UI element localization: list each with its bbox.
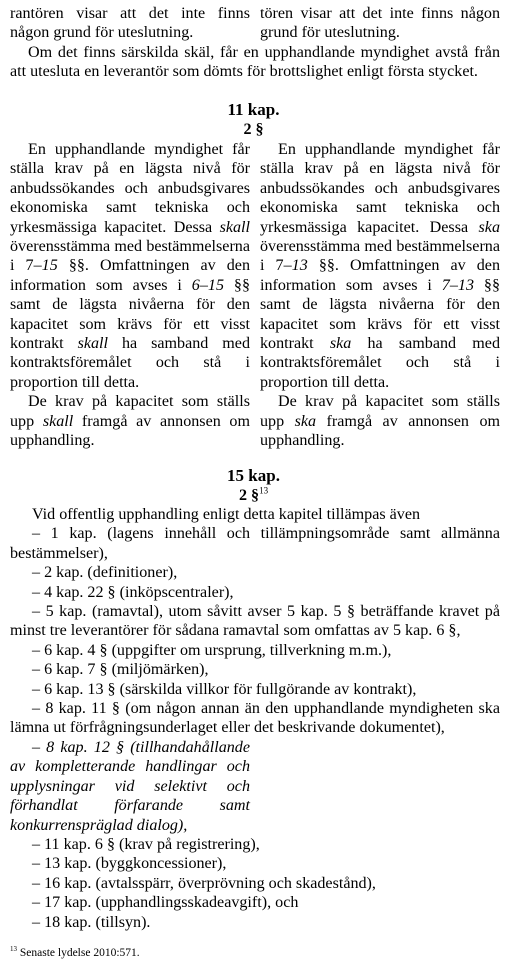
italic-text: ska: [478, 218, 500, 236]
italic-text: ska: [329, 335, 352, 353]
chapter-11-left-column: [10, 140, 250, 451]
text-run: överensstämma med bestämmelserna i 7–: [10, 238, 250, 275]
italic-text: 6–15: [191, 276, 224, 294]
chapter-11-section: 2 §: [243, 121, 264, 138]
chapter-11-heading: 11 kap.: [227, 100, 280, 119]
left-paragraph-1: [10, 140, 250, 392]
top-left-text: rantören visar att det inte finns någon grund för uteslutning.: [10, 5, 250, 42]
text-run: ha samband med kontraktsföremålet och stå i proportion till detta.: [260, 335, 501, 391]
list-item: – 6 kap. 4 § (uppgifter om ursprung, tillverkning m.m.),: [32, 641, 392, 659]
text-run: framgå av annonsen om upphandling.: [260, 412, 501, 450]
italic-text: skall: [42, 412, 74, 430]
top-paragraph-block: [10, 43, 500, 82]
list-item-italic: – 8 kap. 12 § (tillhandahållande av kompletterande handlingar och upplysningar vid selektivt och förhandlat förfarande samt konkurrenspräglad dialog),: [10, 738, 250, 834]
text-run: §§ samt de lägsta nivåerna för den kapacitet som krävs för ett visst kontrakt: [10, 276, 250, 353]
list-item: – 13 kap. (byggkoncessioner),: [32, 855, 227, 873]
footnote: [10, 946, 140, 960]
text-run: ha samband med kontraktsföremålet och stå i proportion till detta.: [10, 335, 250, 391]
list-item: – 4 kap. 22 § (inköpscentraler),: [32, 583, 234, 601]
list-item: – 8 kap. 11 § (om någon annan än den upphandlande myndigheten ska lämna ut förfrågningsunderlaget eller det beskrivande dokumentet),: [10, 700, 500, 737]
list-item: – 5 kap. (ramavtal), utom såvitt avser 5 kap. 5 § beträffande kravet på minst tre leverantörer för sådana ramavtal som omfattas av 5 kap. 6 §,: [10, 603, 500, 640]
italic-text: 7–13: [441, 276, 474, 294]
list-item: – 2 kap. (definitioner),: [32, 564, 178, 582]
top-right-column: [260, 4, 500, 43]
chapter-11-right-column: [260, 140, 500, 451]
list-item: – 16 kap. (avtalsspärr, överprövning och skadestånd),: [32, 874, 376, 892]
list-item: – 18 kap. (tillsyn).: [32, 913, 151, 931]
footnote-reference: 13: [259, 485, 269, 496]
footnote-text: Senaste lydelse 2010:571.: [19, 947, 140, 959]
section-label: 2 §: [238, 487, 260, 504]
list-item: – 11 kap. 6 § (krav på registrering),: [32, 835, 260, 853]
top-paragraph: Om det finns särskilda skäl, får en upphandlande myndighet avstå från att utesluta en leverantör som dömts för brottslighet enligt första stycket.: [10, 44, 500, 81]
chapter-15-body: [10, 505, 500, 932]
chapter-15-intro: Vid offentlig upphandling enligt detta kapitel tillämpas även: [32, 506, 421, 523]
italic-text: 13: [291, 257, 308, 275]
text-run: De krav på kapacitet som ställs upp: [260, 393, 500, 430]
left-paragraph-2: [10, 392, 250, 450]
list-item: – 1 kap. (lagens innehåll och tillämpningsområde samt allmänna bestämmelser),: [10, 525, 500, 562]
chapter-15-section: [0, 486, 507, 505]
text-run: §§. Omfattningen av den information som avses i: [260, 257, 501, 294]
chapter-15-heading: 15 kap.: [227, 466, 280, 485]
italic-text: skall: [77, 335, 108, 353]
text-run: §§ samt de lägsta nivåerna för den kapacitet som krävs för ett visst kontrakt: [260, 276, 500, 353]
top-left-column: [10, 4, 250, 43]
top-right-text: tören visar att det inte finns någon grund för uteslutning.: [260, 5, 500, 42]
italic-text: 15: [41, 257, 58, 275]
footnote-number: 13: [10, 945, 17, 954]
text-run: överensstämma med bestämmelserna i 7–: [260, 238, 500, 275]
right-paragraph-2: [260, 392, 500, 450]
list-item: – 17 kap. (upphandlingsskadeavgift), och: [32, 894, 299, 912]
text-run: §§. Omfattningen av den information som avses i: [10, 257, 251, 294]
text-run: En upphandlande myndighet får ställa krav på en lägsta nivå för anbudssökandes och anbudsgivares ekonomiska samt tekniska och yrkesmässiga kapacitet. Dessa: [10, 141, 250, 236]
chapter-11-columns: [10, 140, 500, 451]
italic-text: skall: [219, 218, 250, 236]
list-item: – 6 kap. 7 § (miljömärken),: [32, 661, 209, 679]
top-columns: [10, 4, 500, 43]
text-run: En upphandlande myndighet får ställa krav på en lägsta nivå för anbudssökandes och anbudsgivares ekonomiska samt tekniska och yrkesmässiga kapacitet. Dessa: [260, 141, 500, 236]
text-run: framgå av annonsen om upphandling.: [10, 412, 250, 450]
right-paragraph-1: [260, 140, 500, 392]
italic-text: ska: [294, 412, 317, 430]
text-run: De krav på kapacitet som ställs upp: [10, 393, 250, 430]
list-item: – 6 kap. 13 § (särskilda villkor för fullgörande av kontrakt),: [32, 680, 417, 698]
